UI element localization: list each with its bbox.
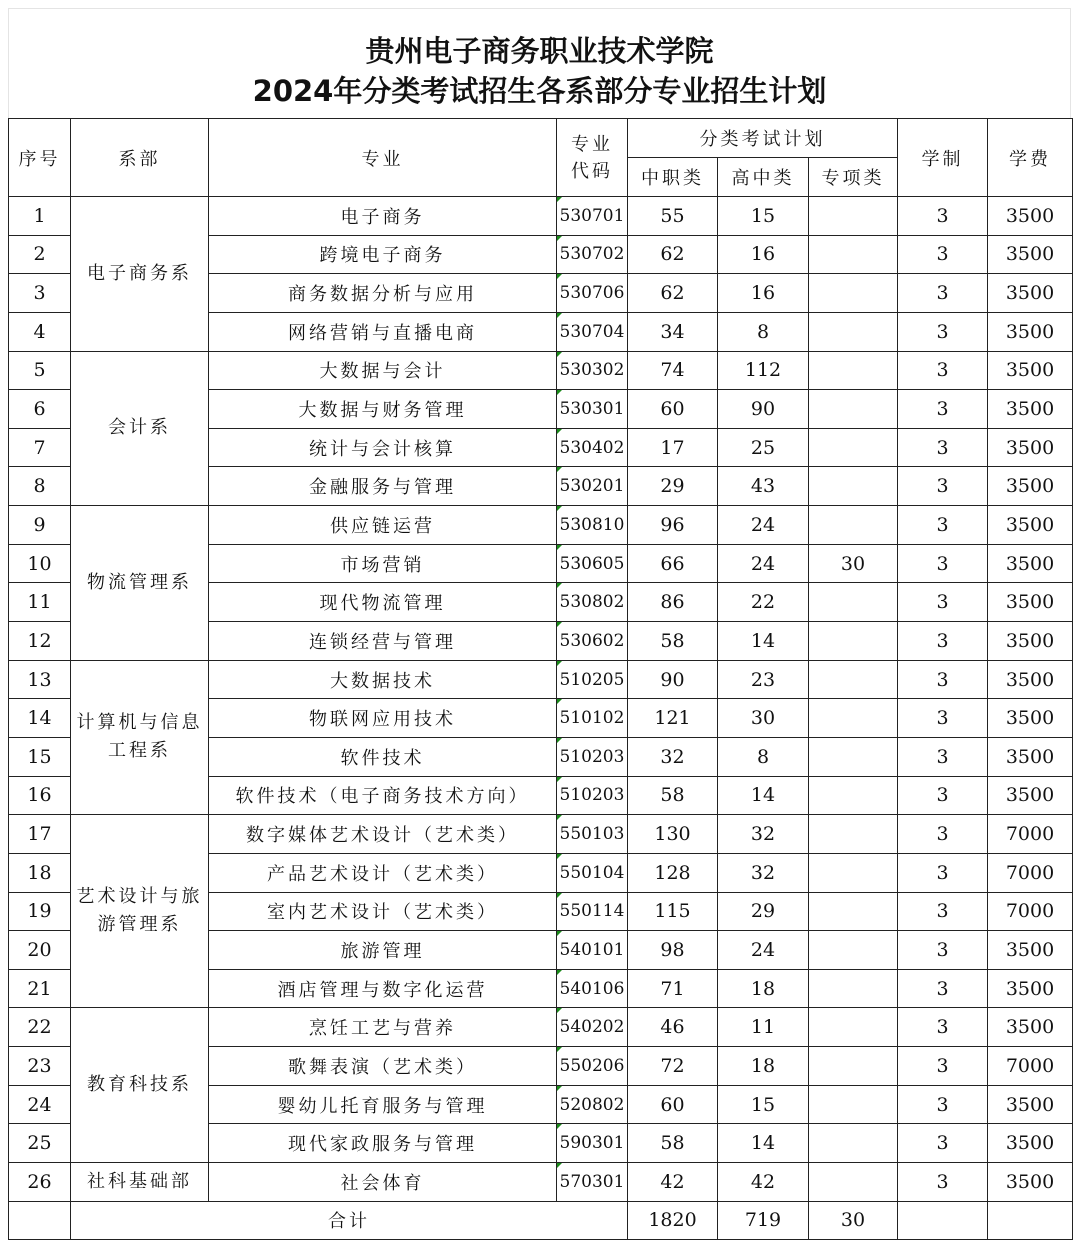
cell-major: 大数据与会计 (209, 351, 557, 390)
cell-duration: 3 (898, 351, 988, 390)
cell-major: 商务数据分析与应用 (209, 274, 557, 313)
cell-special (809, 969, 898, 1008)
cell-major: 婴幼儿托育服务与管理 (209, 1085, 557, 1124)
cell-seq: 9 (9, 506, 71, 545)
table-row (9, 815, 1073, 854)
cell-tuition: 3500 (988, 274, 1073, 313)
table-body (9, 197, 1073, 1202)
cell-code: 520802 (557, 1085, 628, 1124)
cell-code: 530810 (557, 506, 628, 545)
cell-seq: 6 (9, 390, 71, 429)
cell-seq: 2 (9, 235, 71, 274)
cell-special (809, 1047, 898, 1086)
cell-vocational: 62 (628, 235, 718, 274)
header-vocational: 中职类 (628, 158, 718, 197)
cell-tuition: 7000 (988, 892, 1073, 931)
cell-vocational: 98 (628, 931, 718, 970)
cell-duration: 3 (898, 1008, 988, 1047)
table-row (9, 197, 1073, 236)
cell-code: 540106 (557, 969, 628, 1008)
cell-tuition: 3500 (988, 428, 1073, 467)
cell-tuition: 3500 (988, 622, 1073, 661)
cell-major: 现代物流管理 (209, 583, 557, 622)
header-code-line1: 专业 (571, 133, 613, 155)
cell-seq: 19 (9, 892, 71, 931)
cell-vocational: 58 (628, 1124, 718, 1163)
cell-code: 550114 (557, 892, 628, 931)
cell-highschool: 24 (718, 544, 809, 583)
total-vocational: 1820 (628, 1201, 718, 1239)
cell-code: 530704 (557, 312, 628, 351)
cell-tuition: 3500 (988, 969, 1073, 1008)
cell-tuition: 3500 (988, 312, 1073, 351)
cell-seq: 5 (9, 351, 71, 390)
cell-code: 530802 (557, 583, 628, 622)
total-special: 30 (809, 1201, 898, 1239)
plan-title: 2024年分类考试招生各系部分专业招生计划 (252, 74, 827, 108)
cell-vocational: 62 (628, 274, 718, 313)
cell-seq: 13 (9, 660, 71, 699)
cell-special (809, 776, 898, 815)
cell-highschool: 8 (718, 312, 809, 351)
cell-special (809, 197, 898, 236)
cell-highschool: 18 (718, 1047, 809, 1086)
cell-tuition: 3500 (988, 1008, 1073, 1047)
cell-major: 酒店管理与数字化运营 (209, 969, 557, 1008)
cell-duration: 3 (898, 506, 988, 545)
cell-major: 烹饪工艺与营养 (209, 1008, 557, 1047)
cell-vocational: 71 (628, 969, 718, 1008)
header-seq: 序号 (9, 119, 71, 197)
cell-major: 室内艺术设计（艺术类） (209, 892, 557, 931)
cell-vocational: 58 (628, 622, 718, 661)
cell-seq: 24 (9, 1085, 71, 1124)
cell-dept: 计算机与信息工程系 (71, 660, 209, 815)
cell-duration: 3 (898, 1124, 988, 1163)
cell-highschool: 29 (718, 892, 809, 931)
header-dept: 系部 (71, 119, 209, 197)
cell-vocational: 46 (628, 1008, 718, 1047)
cell-code: 530301 (557, 390, 628, 429)
header-tuition: 学费 (988, 119, 1073, 197)
cell-special (809, 622, 898, 661)
cell-tuition: 3500 (988, 931, 1073, 970)
total-tuition-empty (988, 1201, 1073, 1239)
cell-highschool: 30 (718, 699, 809, 738)
cell-code: 550206 (557, 1047, 628, 1086)
cell-code: 540202 (557, 1008, 628, 1047)
cell-duration: 3 (898, 583, 988, 622)
cell-seq: 17 (9, 815, 71, 854)
cell-duration: 3 (898, 969, 988, 1008)
total-highschool: 719 (718, 1201, 809, 1239)
cell-duration: 3 (898, 467, 988, 506)
table-row (9, 1008, 1073, 1047)
cell-highschool: 15 (718, 1085, 809, 1124)
cell-tuition: 3500 (988, 737, 1073, 776)
cell-tuition: 3500 (988, 467, 1073, 506)
header-code (557, 119, 628, 197)
cell-tuition: 7000 (988, 815, 1073, 854)
cell-special (809, 312, 898, 351)
cell-duration: 3 (898, 1163, 988, 1202)
header-duration: 学制 (898, 119, 988, 197)
cell-seq: 21 (9, 969, 71, 1008)
cell-special (809, 390, 898, 429)
cell-special: 30 (809, 544, 898, 583)
cell-special (809, 235, 898, 274)
cell-duration: 3 (898, 544, 988, 583)
cell-special (809, 737, 898, 776)
cell-duration: 3 (898, 892, 988, 931)
cell-major: 软件技术 (209, 737, 557, 776)
cell-vocational: 17 (628, 428, 718, 467)
cell-vocational: 32 (628, 737, 718, 776)
cell-tuition: 3500 (988, 1163, 1073, 1202)
college-name-title: 贵州电子商务职业技术学院 (365, 34, 714, 68)
cell-duration: 3 (898, 853, 988, 892)
cell-seq: 4 (9, 312, 71, 351)
cell-seq: 14 (9, 699, 71, 738)
cell-duration: 3 (898, 699, 988, 738)
cell-major: 软件技术（电子商务技术方向） (209, 776, 557, 815)
total-row (9, 1201, 1073, 1239)
cell-major: 社会体育 (209, 1163, 557, 1202)
cell-seq: 3 (9, 274, 71, 313)
cell-tuition: 3500 (988, 583, 1073, 622)
cell-highschool: 14 (718, 1124, 809, 1163)
cell-highschool: 32 (718, 853, 809, 892)
cell-seq: 22 (9, 1008, 71, 1047)
cell-highschool: 24 (718, 506, 809, 545)
cell-duration: 3 (898, 737, 988, 776)
table-row (9, 506, 1073, 545)
cell-seq: 7 (9, 428, 71, 467)
cell-duration: 3 (898, 235, 988, 274)
cell-major: 网络营销与直播电商 (209, 312, 557, 351)
cell-vocational: 34 (628, 312, 718, 351)
cell-vocational: 60 (628, 390, 718, 429)
cell-highschool: 32 (718, 815, 809, 854)
cell-code: 530706 (557, 274, 628, 313)
cell-highschool: 22 (718, 583, 809, 622)
enrollment-plan-table (8, 118, 1073, 1240)
cell-major: 物联网应用技术 (209, 699, 557, 738)
cell-tuition: 3500 (988, 660, 1073, 699)
cell-tuition: 7000 (988, 1047, 1073, 1086)
cell-highschool: 16 (718, 274, 809, 313)
cell-duration: 3 (898, 197, 988, 236)
cell-seq: 12 (9, 622, 71, 661)
cell-duration: 3 (898, 776, 988, 815)
cell-major: 连锁经营与管理 (209, 622, 557, 661)
cell-duration: 3 (898, 931, 988, 970)
cell-dept: 教育科技系 (71, 1008, 209, 1163)
cell-code: 530701 (557, 197, 628, 236)
cell-duration: 3 (898, 660, 988, 699)
cell-vocational: 60 (628, 1085, 718, 1124)
cell-special (809, 1163, 898, 1202)
cell-vocational: 128 (628, 853, 718, 892)
cell-special (809, 351, 898, 390)
cell-special (809, 274, 898, 313)
cell-code: 530302 (557, 351, 628, 390)
total-label: 合计 (71, 1201, 628, 1239)
cell-seq: 8 (9, 467, 71, 506)
cell-code: 510203 (557, 737, 628, 776)
cell-highschool: 15 (718, 197, 809, 236)
cell-special (809, 815, 898, 854)
cell-code: 510205 (557, 660, 628, 699)
cell-seq: 10 (9, 544, 71, 583)
cell-highschool: 90 (718, 390, 809, 429)
cell-dept: 物流管理系 (71, 506, 209, 661)
cell-seq: 26 (9, 1163, 71, 1202)
header-plan-group: 分类考试计划 (628, 119, 898, 158)
cell-vocational: 90 (628, 660, 718, 699)
cell-major: 跨境电子商务 (209, 235, 557, 274)
cell-tuition: 3500 (988, 351, 1073, 390)
cell-dept: 艺术设计与旅游管理系 (71, 815, 209, 1008)
cell-seq: 18 (9, 853, 71, 892)
cell-vocational: 42 (628, 1163, 718, 1202)
cell-highschool: 8 (718, 737, 809, 776)
cell-major: 歌舞表演（艺术类） (209, 1047, 557, 1086)
cell-code: 530201 (557, 467, 628, 506)
cell-tuition: 3500 (988, 776, 1073, 815)
cell-special (809, 1085, 898, 1124)
cell-vocational: 29 (628, 467, 718, 506)
total-duration-empty (898, 1201, 988, 1239)
cell-special (809, 660, 898, 699)
cell-special (809, 506, 898, 545)
cell-highschool: 14 (718, 776, 809, 815)
cell-highschool: 25 (718, 428, 809, 467)
document-title-block (8, 8, 1071, 118)
cell-vocational: 72 (628, 1047, 718, 1086)
cell-tuition: 3500 (988, 699, 1073, 738)
cell-major: 大数据与财务管理 (209, 390, 557, 429)
cell-duration: 3 (898, 274, 988, 313)
cell-major: 金融服务与管理 (209, 467, 557, 506)
cell-code: 530402 (557, 428, 628, 467)
table-row (9, 660, 1073, 699)
cell-duration: 3 (898, 390, 988, 429)
cell-major: 旅游管理 (209, 931, 557, 970)
cell-code: 550104 (557, 853, 628, 892)
cell-seq: 11 (9, 583, 71, 622)
cell-seq: 20 (9, 931, 71, 970)
cell-highschool: 18 (718, 969, 809, 1008)
cell-special (809, 1008, 898, 1047)
cell-highschool: 23 (718, 660, 809, 699)
cell-tuition: 3500 (988, 544, 1073, 583)
cell-special (809, 931, 898, 970)
cell-tuition: 3500 (988, 1124, 1073, 1163)
total-seq-empty (9, 1201, 71, 1239)
cell-tuition: 3500 (988, 1085, 1073, 1124)
cell-highschool: 11 (718, 1008, 809, 1047)
cell-code: 540101 (557, 931, 628, 970)
cell-duration: 3 (898, 428, 988, 467)
cell-vocational: 86 (628, 583, 718, 622)
cell-vocational: 58 (628, 776, 718, 815)
cell-highschool: 43 (718, 467, 809, 506)
header-highschool: 高中类 (718, 158, 809, 197)
cell-vocational: 96 (628, 506, 718, 545)
cell-vocational: 55 (628, 197, 718, 236)
header-major: 专业 (209, 119, 557, 197)
cell-highschool: 14 (718, 622, 809, 661)
cell-seq: 23 (9, 1047, 71, 1086)
cell-highschool: 42 (718, 1163, 809, 1202)
cell-code: 510203 (557, 776, 628, 815)
cell-dept: 电子商务系 (71, 197, 209, 352)
cell-major: 统计与会计核算 (209, 428, 557, 467)
cell-major: 大数据技术 (209, 660, 557, 699)
cell-code: 510102 (557, 699, 628, 738)
cell-vocational: 74 (628, 351, 718, 390)
cell-major: 现代家政服务与管理 (209, 1124, 557, 1163)
cell-tuition: 3500 (988, 235, 1073, 274)
cell-tuition: 7000 (988, 853, 1073, 892)
cell-duration: 3 (898, 1047, 988, 1086)
cell-vocational: 66 (628, 544, 718, 583)
cell-special (809, 853, 898, 892)
cell-major: 市场营销 (209, 544, 557, 583)
cell-code: 590301 (557, 1124, 628, 1163)
cell-tuition: 3500 (988, 197, 1073, 236)
cell-vocational: 130 (628, 815, 718, 854)
cell-code: 530602 (557, 622, 628, 661)
cell-special (809, 467, 898, 506)
cell-dept: 社科基础部 (71, 1163, 209, 1202)
cell-highschool: 112 (718, 351, 809, 390)
cell-code: 550103 (557, 815, 628, 854)
cell-dept: 会计系 (71, 351, 209, 506)
header-code-line2: 代码 (571, 160, 613, 182)
header-special: 专项类 (809, 158, 898, 197)
cell-highschool: 24 (718, 931, 809, 970)
cell-tuition: 3500 (988, 506, 1073, 545)
cell-major: 数字媒体艺术设计（艺术类） (209, 815, 557, 854)
cell-code: 570301 (557, 1163, 628, 1202)
cell-duration: 3 (898, 312, 988, 351)
cell-major: 电子商务 (209, 197, 557, 236)
table-row (9, 1163, 1073, 1202)
table-row (9, 351, 1073, 390)
cell-duration: 3 (898, 815, 988, 854)
cell-vocational: 115 (628, 892, 718, 931)
cell-special (809, 1124, 898, 1163)
cell-special (809, 699, 898, 738)
cell-seq: 1 (9, 197, 71, 236)
cell-major: 产品艺术设计（艺术类） (209, 853, 557, 892)
header-row-1 (9, 119, 1073, 158)
cell-code: 530702 (557, 235, 628, 274)
cell-vocational: 121 (628, 699, 718, 738)
cell-seq: 15 (9, 737, 71, 776)
cell-seq: 25 (9, 1124, 71, 1163)
cell-major: 供应链运营 (209, 506, 557, 545)
cell-special (809, 428, 898, 467)
cell-duration: 3 (898, 622, 988, 661)
cell-seq: 16 (9, 776, 71, 815)
cell-highschool: 16 (718, 235, 809, 274)
cell-tuition: 3500 (988, 390, 1073, 429)
cell-special (809, 892, 898, 931)
cell-duration: 3 (898, 1085, 988, 1124)
cell-code: 530605 (557, 544, 628, 583)
cell-special (809, 583, 898, 622)
